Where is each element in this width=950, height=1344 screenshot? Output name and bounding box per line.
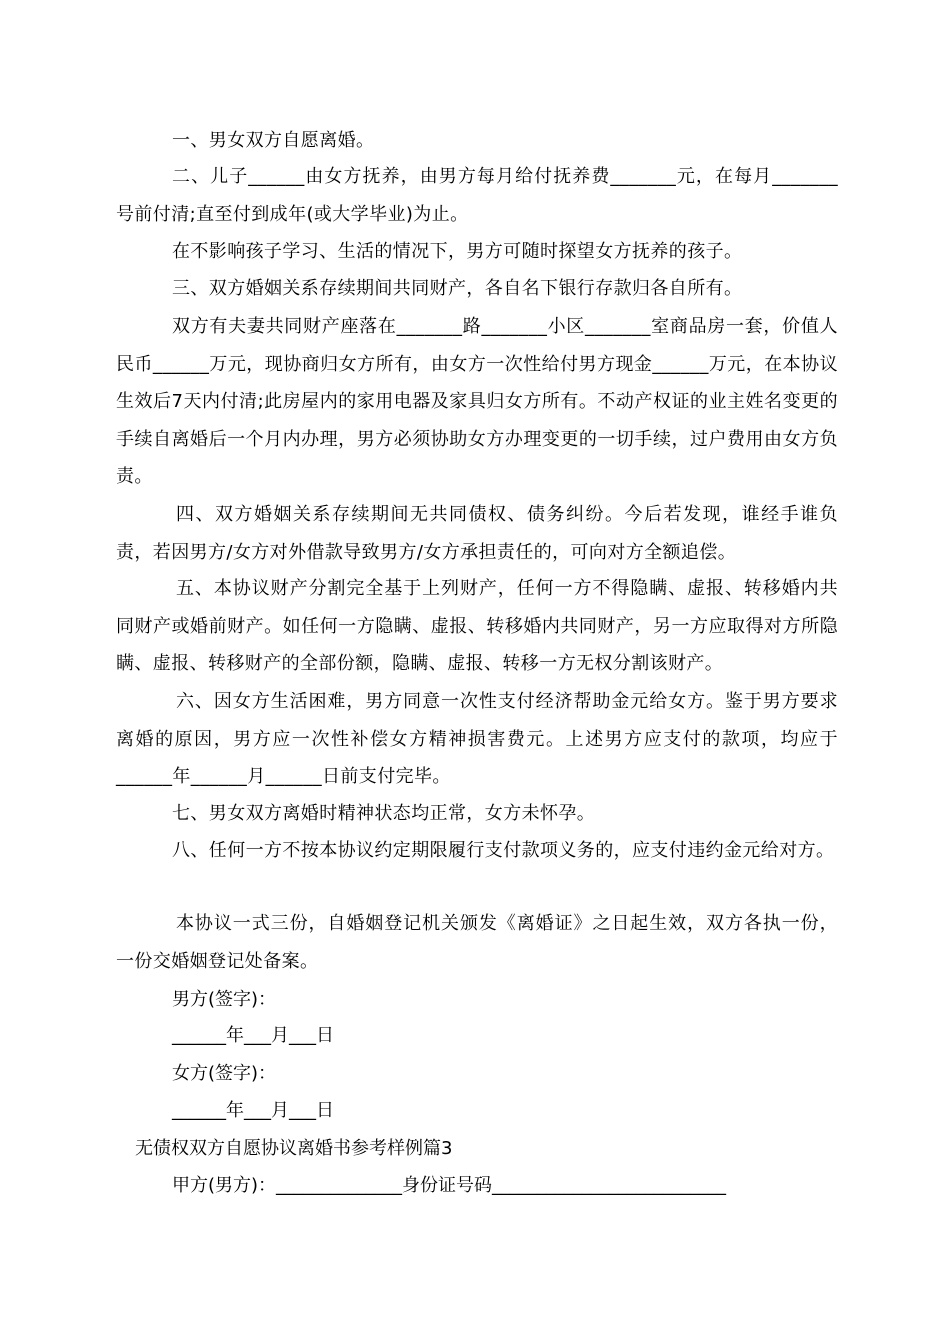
party-a-line: 甲方(男方)：______________身份证号码__________________________ (172, 1175, 727, 1196)
section-title: 无债权双方自愿协议离婚书参考样例篇3 (135, 1138, 453, 1159)
clause-1: 一、男女双方自愿离婚。 (172, 130, 375, 151)
clause-6: 六、因女方生活困难，男方同意一次性支付经济帮助金元给女方。鉴于男方要求离婚的原因，男方应一次性补偿女方精神损害费元。上述男方应支付的款项，均应于______年______月______日前支付完毕。 (116, 691, 838, 787)
clause-8: 八、任何一方不按本协议约定期限履行支付款项义务的，应支付违约金元给对方。 (172, 840, 835, 861)
visitation-paragraph: 在不影响孩子学习、生活的情况下，男方可随时探望女方抚养的孩子。 (172, 241, 743, 262)
male-signature-label: 男方(签字)： (172, 989, 277, 1010)
closing-paragraph: 本协议一式三份，自婚姻登记机关颁发《离婚证》之日起生效，双方各执一份，一份交婚姻登记处备案。 (116, 913, 838, 972)
clause-5: 五、本协议财产分割完全基于上列财产，任何一方不得隐瞒、虚报、转移婚内共同财产或婚前财产。如任何一方隐瞒、虚报、转移婚内共同财产，另一方应取得对方所隐瞒、虚报、转移财产的全部份额，隐瞒、虚报、转移一方无权分割该财产。 (116, 578, 838, 674)
female-signature-label: 女方(签字)： (172, 1063, 277, 1084)
female-signature-date: ______年___月___日 (172, 1100, 334, 1121)
clause-3: 三、双方婚姻关系存续期间共同财产，各自名下银行存款归各自所有。 (172, 278, 743, 299)
clause-7: 七、男女双方离婚时精神状态均正常，女方未怀孕。 (172, 803, 596, 824)
property-paragraph: 双方有夫妻共同财产座落在_______路_______小区_______室商品房一套，价值人民币______万元，现协商归女方所有，由女方一次性给付男方现金______万元，在本协议生效后7天内付清;此房屋内的家用电器及家具归女方所有。不动产权证的业主姓名变更的手续自离婚后一个月内办理，男方必须协助女方办理变更的一切手续，过户费用由女方负责。 (116, 316, 838, 487)
male-signature-date: ______年___月___日 (172, 1025, 334, 1046)
clause-4: 四、双方婚姻关系存续期间无共同债权、债务纠纷。今后若发现，谁经手谁负责，若因男方/女方对外借款导致男方/女方承担责任的，可向对方全额追偿。 (116, 504, 838, 563)
clause-2: 二、儿子______由女方抚养，由男方每月给付抚养费_______元，在每月_______号前付清;直至付到成年(或大学毕业)为止。 (116, 166, 838, 225)
